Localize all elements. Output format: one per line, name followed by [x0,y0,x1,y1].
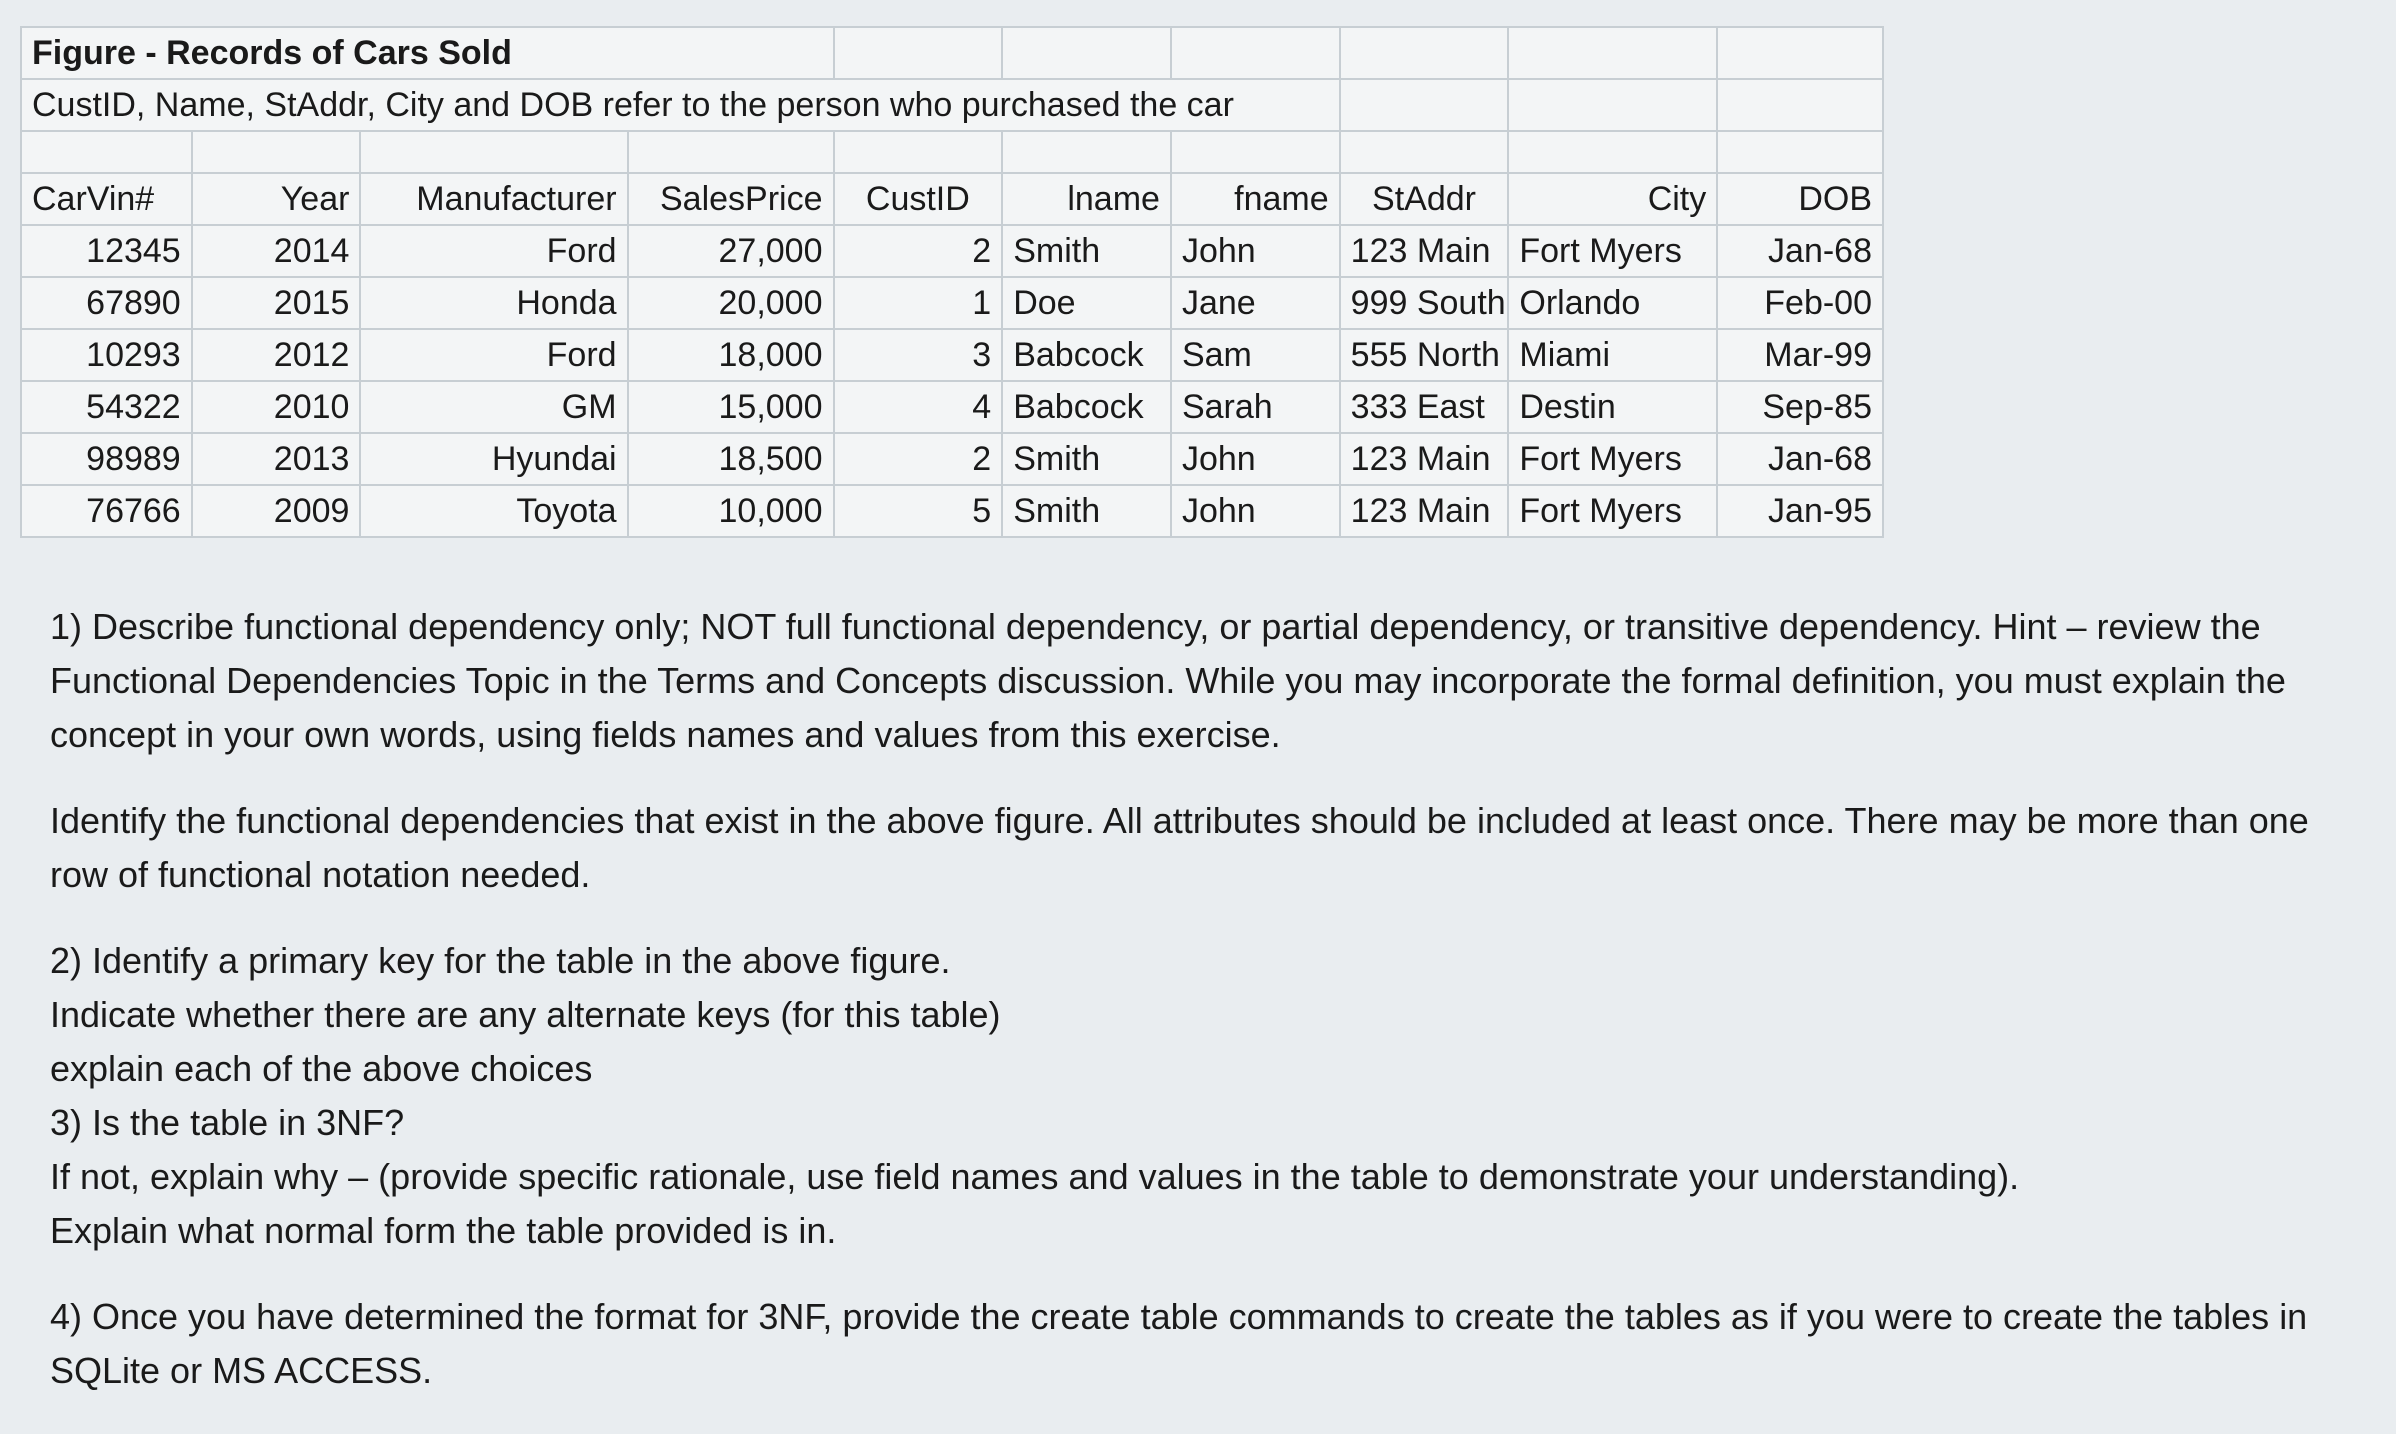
table-cell: Jan-95 [1717,485,1883,537]
table-cell: Fort Myers [1508,225,1717,277]
table-cell: 2014 [192,225,361,277]
question-3-line-2: If not, explain why – (provide specific rationale, use field names and values in the table to demonstrate your understanding). [50,1156,2020,1197]
header-custid: CustID [834,173,1003,225]
header-dob: DOB [1717,173,1883,225]
table-cell: GM [360,381,627,433]
question-3-line-1: 3) Is the table in 3NF? [50,1102,405,1143]
table-cell: Sam [1171,329,1340,381]
table-cell: Sarah [1171,381,1340,433]
table-cell: Babcock [1002,329,1171,381]
table-cell: 1 [834,277,1003,329]
header-lname: lname [1002,173,1171,225]
table-cell: 76766 [21,485,192,537]
table-cell: Ford [360,329,627,381]
table-cell: 2010 [192,381,361,433]
cars-sold-table [20,26,1884,538]
question-4: 4) Once you have determined the format for 3NF, provide the create table commands to create the tables as if you were to create the tables in SQLite or MS ACCESS. [50,1296,2308,1391]
table-cell: Fort Myers [1508,485,1717,537]
table-cell: 67890 [21,277,192,329]
header-staddr: StAddr [1340,173,1509,225]
table-cell: 10293 [21,329,192,381]
table-cell: Smith [1002,433,1171,485]
table-cell: Fort Myers [1508,433,1717,485]
question-1-part-b: Identify the functional dependencies that exist in the above figure. All attributes should be included at least once. There may be more than one row of functional notation needed. [50,800,2309,895]
table-cell: 999 South [1340,277,1509,329]
table-cell: 2 [834,433,1003,485]
table-cell: 54322 [21,381,192,433]
assignment-questions [50,600,2370,1398]
table-cell: Jan-68 [1717,433,1883,485]
question-2-line-2: Indicate whether there are any alternate keys (for this table) [50,994,1001,1035]
table-cell: 12345 [21,225,192,277]
table-row [21,433,1883,485]
table-cell: 2009 [192,485,361,537]
table-cell: Miami [1508,329,1717,381]
header-manufacturer: Manufacturer [360,173,627,225]
table-cell: 4 [834,381,1003,433]
table-cell: Toyota [360,485,627,537]
table-cell: 123 Main [1340,485,1509,537]
table-cell: 98989 [21,433,192,485]
table-cell: Feb-00 [1717,277,1883,329]
table-cell: 3 [834,329,1003,381]
table-cell: Honda [360,277,627,329]
table-cell: Babcock [1002,381,1171,433]
table-row [21,225,1883,277]
table-cell: 555 North [1340,329,1509,381]
figure-subtitle-row [21,79,1883,131]
table-cell: Sep-85 [1717,381,1883,433]
table-cell: Mar-99 [1717,329,1883,381]
header-carvin: CarVin# [21,173,192,225]
table-cell: Jan-68 [1717,225,1883,277]
figure-subtitle: CustID, Name, StAddr, City and DOB refer to the person who purchased the car [21,79,1340,131]
spreadsheet-figure [20,26,1884,538]
table-cell: Smith [1002,225,1171,277]
table-cell: 123 Main [1340,225,1509,277]
table-row [21,277,1883,329]
header-salesprice: SalesPrice [628,173,834,225]
table-cell: 5 [834,485,1003,537]
table-cell: 2015 [192,277,361,329]
table-cell: 18,500 [628,433,834,485]
figure-title-row [21,27,1883,79]
figure-title: Figure - Records of Cars Sold [21,27,834,79]
table-cell: 10,000 [628,485,834,537]
table-cell: 2 [834,225,1003,277]
table-body [21,225,1883,537]
table-cell: 27,000 [628,225,834,277]
table-header-row [21,173,1883,225]
header-fname: fname [1171,173,1340,225]
table-cell: Jane [1171,277,1340,329]
table-row [21,329,1883,381]
question-3-line-3: Explain what normal form the table provided is in. [50,1210,837,1251]
table-cell: John [1171,433,1340,485]
table-cell: Hyundai [360,433,627,485]
table-cell: Doe [1002,277,1171,329]
table-cell: 18,000 [628,329,834,381]
header-year: Year [192,173,361,225]
table-cell: John [1171,485,1340,537]
table-cell: 20,000 [628,277,834,329]
table-cell: Destin [1508,381,1717,433]
table-cell: Orlando [1508,277,1717,329]
question-1: 1) Describe functional dependency only; NOT full functional dependency, or partial dependency, or transitive dependency. Hint – review the Functional Dependencies Topic in the Terms and Concepts discussion. While you may incorporate the formal definition, you must explain the concept in your own words, using fields names and values from this exercise. [50,606,2286,755]
table-cell: 2013 [192,433,361,485]
table-row [21,485,1883,537]
question-2-line-1: 2) Identify a primary key for the table in the above figure. [50,940,951,981]
table-cell: 15,000 [628,381,834,433]
table-cell: Smith [1002,485,1171,537]
table-row [21,381,1883,433]
header-city: City [1508,173,1717,225]
table-cell: 333 East [1340,381,1509,433]
question-2-line-3: explain each of the above choices [50,1048,593,1089]
table-cell: Ford [360,225,627,277]
table-cell: John [1171,225,1340,277]
table-cell: 123 Main [1340,433,1509,485]
table-cell: 2012 [192,329,361,381]
